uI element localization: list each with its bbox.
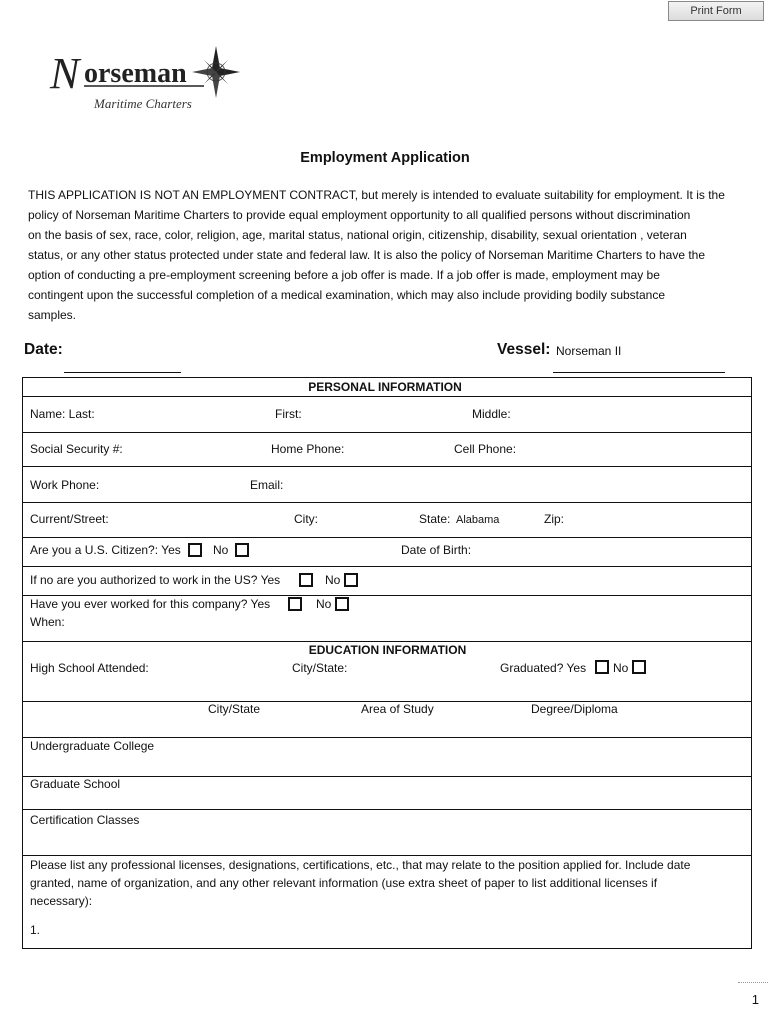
when-field[interactable]: When: [30, 615, 65, 629]
licenses-instructions: granted, name of organization, and any other relevant information (use extra sheet of paper to list additional licenses if [30, 876, 658, 890]
column-degree-diploma: Degree/Diploma [531, 702, 618, 716]
education-info-header: EDUCATION INFORMATION [308, 643, 467, 657]
licenses-instructions: Please list any professional licenses, designations, certifications, etc., that may relate to the position applied for. Include date [30, 858, 691, 872]
date-label: Date: [24, 341, 63, 358]
authorized-question: If no are you authorized to work in the US? Yes [30, 573, 281, 587]
date-field[interactable] [64, 358, 181, 373]
intro-line: contingent upon the successful completion of a medical examination, which may also include providing bodily substance [28, 288, 666, 302]
zip-field[interactable]: Zip: [544, 512, 565, 526]
authorized-no-checkbox[interactable] [344, 573, 358, 587]
column-city-state: City/State [208, 702, 261, 716]
graduated-yes-checkbox[interactable] [595, 660, 609, 674]
state-label: State: [419, 512, 451, 526]
city-field[interactable]: City: [294, 512, 318, 526]
logo-letter-n: N [50, 49, 80, 98]
citizen-no-label: No [213, 543, 229, 557]
intro-line: samples. [28, 308, 77, 322]
state-select[interactable]: Alabama [456, 514, 500, 526]
intro-line: policy of Norseman Maritime Charters to provide equal employment opportunity to all qualified persons without discrimination [28, 208, 691, 222]
ssn-field[interactable]: Social Security #: [30, 442, 123, 456]
license-item-1-field[interactable]: 1. [30, 923, 41, 937]
cell-phone-field[interactable]: Cell Phone: [454, 442, 517, 456]
intro-paragraph [28, 185, 756, 325]
citizen-no-checkbox[interactable] [235, 543, 249, 557]
intro-line: status, or any other status protected under state and federal law. It is also the policy of Norseman Maritime Charters to have the [28, 248, 706, 262]
high-school-city-state-field[interactable]: City/State: [292, 661, 348, 675]
middle-name-field[interactable]: Middle: [472, 407, 511, 421]
worked-no-checkbox[interactable] [335, 597, 349, 611]
intro-line: option of conducting a pre-employment screening before a job offer is made. If a job offer is made, employment may be [28, 268, 660, 282]
intro-line: THIS APPLICATION IS NOT AN EMPLOYMENT CONTRACT, but merely is intended to evaluate suitability for employment. It is the [28, 188, 725, 202]
citizen-yes-checkbox[interactable] [188, 543, 202, 557]
vessel-label: Vessel: [497, 341, 551, 358]
date-of-birth-field[interactable]: Date of Birth: [401, 543, 472, 557]
vessel-field[interactable] [553, 358, 725, 373]
page-number: 1 [751, 992, 759, 1007]
certification-classes-field[interactable]: Certification Classes [30, 813, 140, 827]
worked-before-question: Have you ever worked for this company? Yes [30, 597, 271, 611]
vessel-value: Norseman II [556, 344, 622, 358]
undergraduate-college-field[interactable]: Undergraduate College [30, 739, 155, 753]
home-phone-field[interactable]: Home Phone: [271, 442, 345, 456]
email-field[interactable]: Email: [250, 478, 284, 492]
authorized-no-label: No [325, 573, 341, 587]
column-area-of-study: Area of Study [361, 702, 434, 716]
worked-yes-checkbox[interactable] [288, 597, 302, 611]
logo-subtitle: Maritime Charters [94, 96, 192, 111]
page-title: Employment Application [300, 150, 470, 166]
compass-star-icon [192, 46, 240, 98]
first-name-field[interactable]: First: [275, 407, 302, 421]
authorized-yes-checkbox[interactable] [299, 573, 313, 587]
print-form-button[interactable]: Print Form [668, 1, 764, 21]
norseman-logo [44, 42, 244, 117]
citizen-question: Are you a U.S. Citizen?: Yes [30, 543, 181, 557]
logo-wordmark: orseman [84, 58, 187, 89]
graduated-no-checkbox[interactable] [632, 660, 646, 674]
personal-info-header: PERSONAL INFORMATION [308, 380, 462, 394]
page-divider [738, 982, 768, 983]
graduated-question: Graduated? Yes [500, 661, 587, 675]
high-school-field[interactable]: High School Attended: [30, 661, 149, 675]
worked-no-label: No [316, 597, 332, 611]
intro-line: on the basis of sex, race, color, religion, age, marital status, national origin, citizenship, disability, sexual orientation , veteran [28, 228, 687, 242]
name-last-field[interactable]: Name: Last: [30, 407, 95, 421]
street-field[interactable]: Current/Street: [30, 512, 109, 526]
graduated-no-label: No [613, 661, 629, 675]
work-phone-field[interactable]: Work Phone: [30, 478, 100, 492]
graduate-school-field[interactable]: Graduate School [30, 777, 121, 791]
licenses-instructions: necessary): [30, 894, 93, 908]
